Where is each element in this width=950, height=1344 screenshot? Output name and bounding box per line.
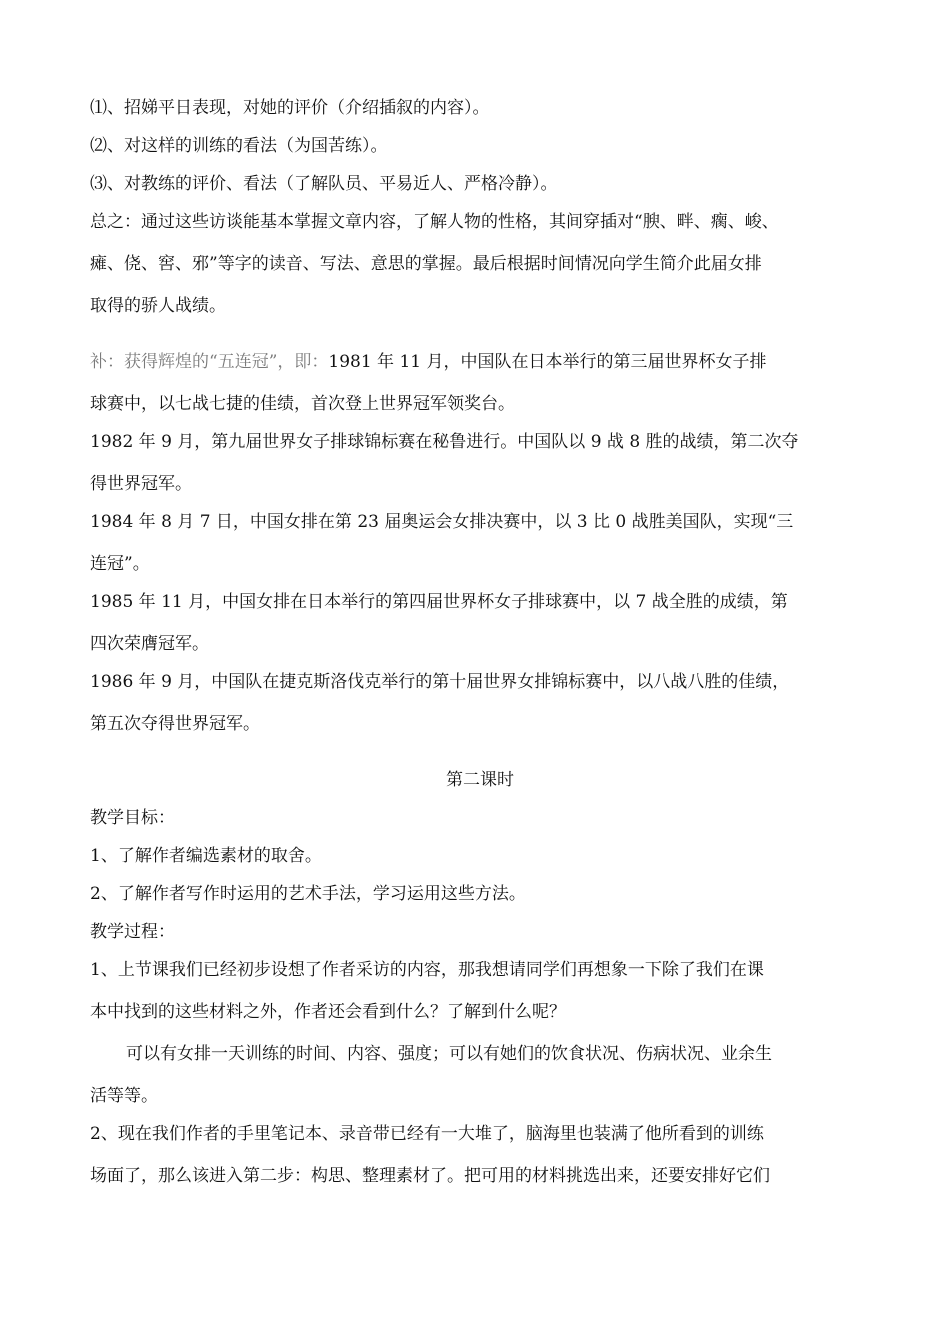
process-step: 1、上节课我们已经初步设想了作者采访的内容，那我想请同学们再想象一下除了我们在课 (90, 960, 764, 980)
goal-item: 2、了解作者写作时运用的艺术手法，学习运用这些方法。 (90, 884, 526, 904)
supplement-line: 球赛中，以七战七捷的佳绩，首次登上世界冠军领奖台。 (90, 394, 515, 414)
record-line: 1982 年 9 月，第九届世界女子排球锦标赛在秘鲁进行。中国队以 9 战 8 胜的战绩，第二次夺 (90, 432, 799, 452)
summary-line: 取得的骄人战绩。 (90, 296, 226, 316)
record-line: 1984 年 8 月 7 日，中国女排在第 23 届奥运会女排决赛中，以 3 比 0 战胜美国队，实现“三 (90, 512, 794, 532)
process-heading: 教学过程： (90, 922, 175, 942)
process-step: 本中找到的这些材料之外，作者还会看到什么？了解到什么呢？ (90, 1002, 566, 1022)
record-line: 四次荣膺冠军。 (90, 634, 209, 654)
step-answer: 可以有女排一天训练的时间、内容、强度；可以有她们的饮食状况、伤病状况、业余生 (126, 1044, 772, 1064)
goal-item: 1、了解作者编选素材的取舍。 (90, 846, 322, 866)
step-answer: 活等等。 (90, 1086, 158, 1106)
summary-line: 瘫、侥、窖、邪”等字的读音、写法、意思的掌握。最后根据时间情况向学生简介此届女排 (90, 254, 762, 274)
record-line: 连冠”。 (90, 554, 150, 574)
summary-line: 总之：通过这些访谈能基本掌握文章内容，了解人物的性格，其间穿插对“腴、畔、瘸、峻、 (90, 212, 779, 232)
process-step: 2、现在我们作者的手里笔记本、录音带已经有一大堆了，脑海里也装满了他所看到的训练 (90, 1124, 764, 1144)
supplement-prefix: 补：获得辉煌的“五连冠”，即： (90, 352, 329, 372)
supplement-first-record: 1981 年 11 月，中国队在日本举行的第三届世界杯女子排 (328, 352, 767, 372)
goals-heading: 教学目标： (90, 808, 175, 828)
supplement-line (90, 350, 870, 374)
record-line: 第五次夺得世界冠军。 (90, 714, 260, 734)
record-line: 得世界冠军。 (90, 474, 192, 494)
process-step: 场面了，那么该进入第二步：构思、整理素材了。把可用的材料挑选出来，还要安排好它们 (90, 1166, 770, 1186)
record-line: 1985 年 11 月，中国女排在日本举行的第四届世界杯女子排球赛中，以 7 战全胜的成绩，第 (90, 592, 788, 612)
interview-point: ⑵、对这样的训练的看法（为国苦练）。 (90, 136, 388, 156)
section-title: 第二课时 (446, 770, 514, 790)
interview-point: ⑴、招娣平日表现，对她的评价（介绍插叙的内容）。 (90, 98, 490, 118)
interview-point: ⑶、对教练的评价、看法（了解队员、平易近人、严格冷静）。 (90, 174, 558, 194)
document-page (90, 96, 870, 1188)
record-line: 1986 年 9 月，中国队在捷克斯洛伐克举行的第十届世界女排锦标赛中，以八战八胜的佳绩， (90, 672, 790, 692)
